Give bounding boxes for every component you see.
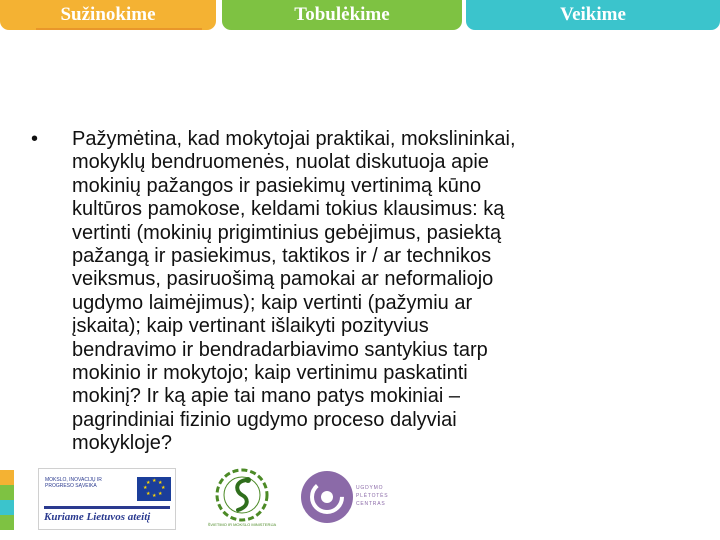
strip-segment [0,500,14,515]
tab-label: Veikime [560,4,626,25]
upc-logo [300,468,408,528]
upc-caption-line: PLĖTOTĖS [356,493,389,499]
upc-caption-line: CENTRAS [356,501,386,507]
slide-body [24,128,684,456]
tab-veikime[interactable] [466,0,720,30]
top-tab-bar [0,0,720,32]
strip-segment [0,485,14,500]
dancer-emblem-icon [204,468,280,522]
bullet-text: Pažymėtina, kad mokytojai praktikai, mokslininkai, mokyklų bendruomenės, nuolat diskutuoja apie mokinių pažangos ir pasiekimų vertinimą kūno kultūros pamokose, keldami tokius klausimus: ką vertinti (mokinių prigimtinius gebėjimus, pasiektą pažangą ir pasiekimus, taktikos ir / ar technikos veiksmus, pasiruošimą pamokai ar neformaliojo ugdymo laimėjimus); kaip vertinti (pažymiu ar įskaita); kaip vertinant išlaikyti pozityvius bendravimo ir bendradarbiavimo santykius tarp mokinio ir mokytojo; kaip vertinimu paskatinti mokinį? Ir ką apie tai mano patys mokiniai – pagrindiniai fizinio ugdymo proceso dalyviai mokykloje? [72,128,516,455]
eu-small-text: MOKSLO, INOVACIJŲ IR PROGRESO SĄVEIKA [45,477,102,489]
eu-slogan-bar [44,506,170,509]
strip-segment [0,515,14,530]
tab-label: Tobulėkime [294,4,390,25]
strip-segment [0,470,14,485]
ministry-logo [204,468,280,530]
eu-funding-logo [38,468,176,530]
upc-caption-line: UGDYMO [356,485,384,491]
tab-tobulekime[interactable] [222,0,462,30]
eu-slogan: Kuriame Lietuvos ateitį [44,511,151,523]
tab-underline [36,28,202,30]
tab-label: Sužinokime [60,4,156,25]
color-side-strip [0,470,14,530]
upc-caption [356,484,388,508]
tab-suzinokime[interactable] [0,0,216,30]
ministry-caption: ŠVIETIMO IR MOKSLO MINISTERIJA [207,522,277,527]
bullet-marker: • [31,128,39,150]
bullet-item [24,128,684,456]
eu-flag-icon: ★ ★ ★ ★ ★ ★ ★ ★ [137,477,171,501]
upc-circle-icon [300,468,354,526]
